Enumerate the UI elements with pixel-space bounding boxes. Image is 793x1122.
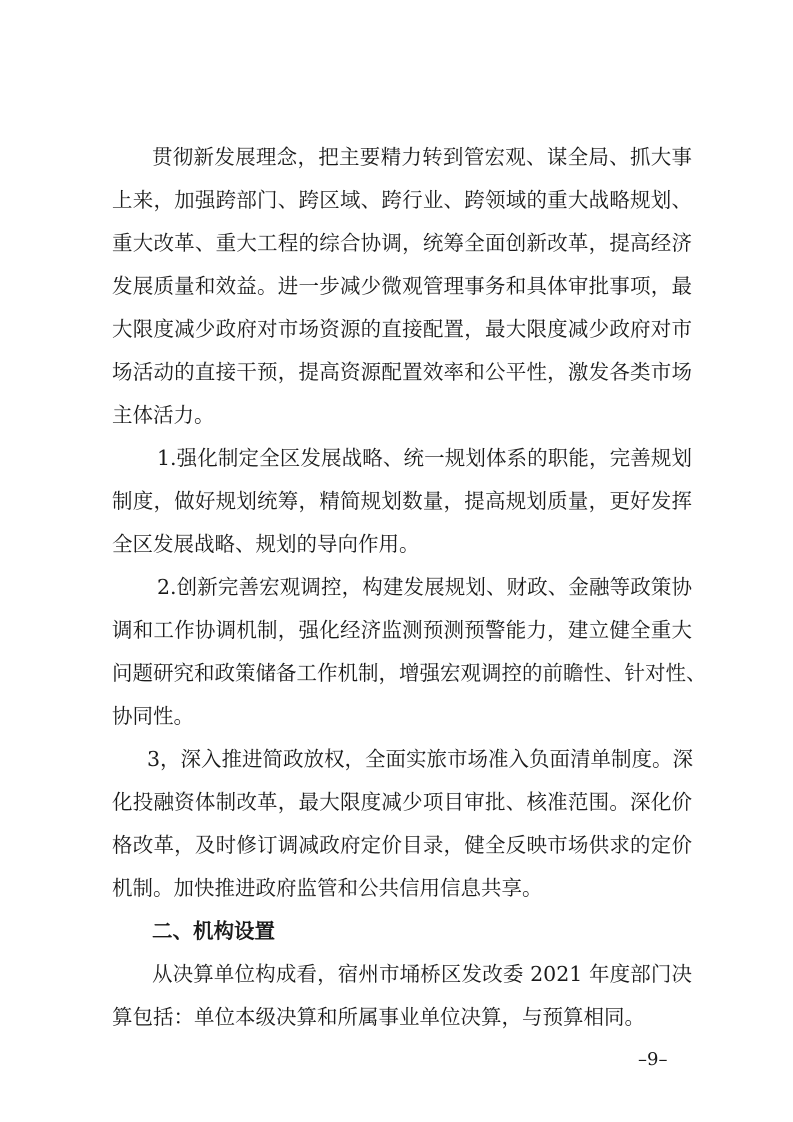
paragraph-3-line-3: 问题研究和政策储备工作机制，增强宏观调控的前瞻性、针对性、 [112,661,707,685]
paragraph-3-line-2: 调和工作协调机制，强化经济监测预测预警能力，建立健全重大 [112,618,692,642]
page-number: –9– [638,1049,668,1070]
paragraph-1-line-5: 大限度减少政府对市场资源的直接配置，最大限度减少政府对市 [112,317,692,341]
paragraph-2-line-3: 全区发展战略、规划的导向作用。 [112,532,420,556]
paragraph-1-line-6: 场活动的直接干预，提高资源配置效率和公平性，激发各类市场 [112,360,692,384]
paragraph-4-line-1: 3，深入推进简政放权，全面实旅市场准入负面清单制度。深 [147,747,694,771]
closing-paragraph-line-2: 算包括：单位本级决算和所属事业单位决算，与预算相同。 [112,1005,645,1029]
paragraph-1-line-7: 主体活力。 [112,403,215,427]
paragraph-1-line-3: 重大改革、重大工程的综合协调，统筹全面创新改革，提高经济 [112,231,692,255]
paragraph-1-line-2: 上来，加强跨部门、跨区域、跨行业、跨领域的重大战略规划、 [112,188,692,212]
paragraph-3-line-4: 协同性。 [112,704,194,728]
paragraph-4-line-2: 化投融资体制改革，最大限度减少项目审批、核准范围。深化价 [112,790,692,814]
section-heading: 二、机构设置 [152,919,275,943]
paragraph-4-line-4: 机制。加快推进政府监管和公共信用信息共享。 [112,876,543,900]
closing-paragraph-line-1: 从决算单位构成看，宿州市埇桥区发改委 2021 年度部门决 [152,962,692,986]
paragraph-1-line-4: 发展质量和效益。进一步减少微观管理事务和具体审批事项，最 [112,274,692,298]
paragraph-4-line-3: 格改革，及时修订调减政府定价目录，健全反映市场供求的定价 [112,833,692,857]
paragraph-3-line-1: 2.创新完善宏观调控，构建发展规划、财政、金融等政策协 [157,575,692,599]
paragraph-2-line-1: 1.强化制定全区发展战略、统一规划体系的职能，完善规划 [157,446,692,470]
paragraph-2-line-2: 制度，做好规划统筹，精简规划数量，提高规划质量，更好发挥 [112,489,692,513]
paragraph-1-line-1: 贯彻新发展理念，把主要精力转到管宏观、谋全局、抓大事 [152,145,692,169]
